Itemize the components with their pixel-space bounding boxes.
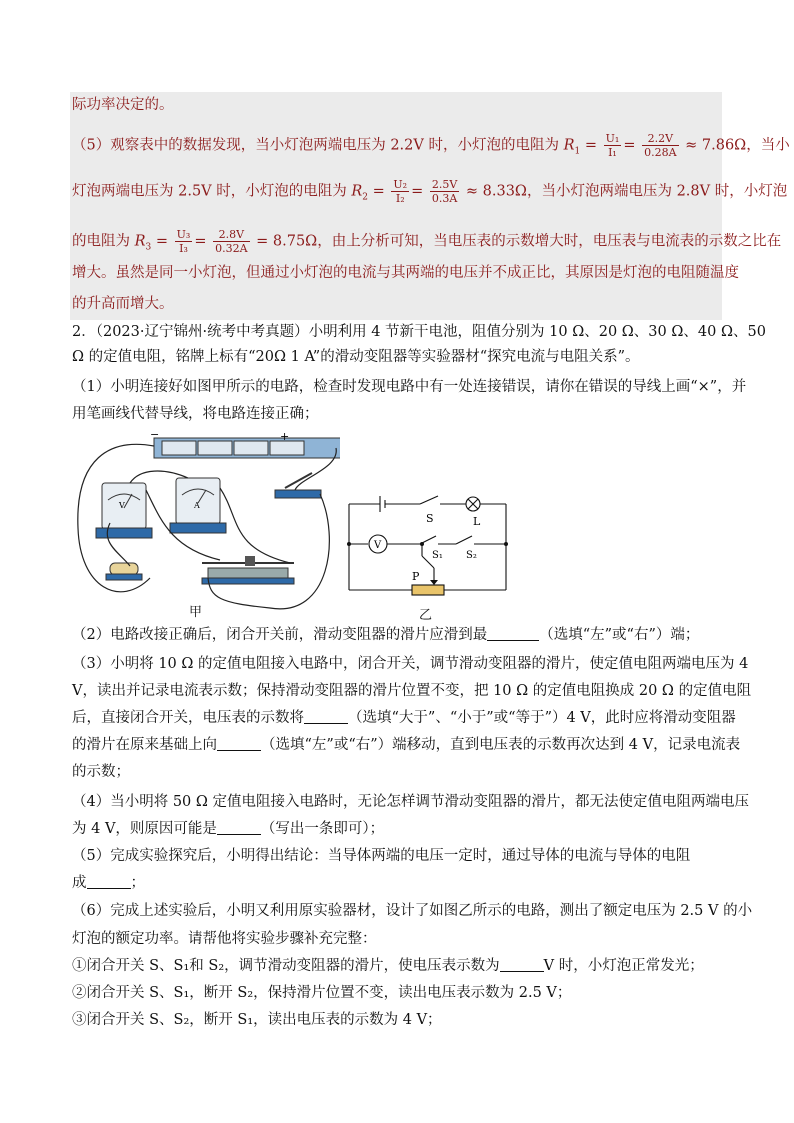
svg-text:V: V	[119, 501, 125, 510]
answer-line-2: （5）观察表中的数据发现，当小灯泡两端电压为 2.2V 时，小灯泡的电阻为 $R_1$ = $\frac{\text{U₁}}{\text{I₁}}$ = $\frac{2.2V}{0.28A}$ ≈ 7.86Ω，当小	[72, 132, 790, 159]
question-line-6: （3）小明将 10 Ω 的定值电阻接入电路中，闭合开关，调节滑动变阻器的滑片，使定值电阻两端电压为 4	[72, 656, 749, 672]
label-S2: S₂	[466, 550, 477, 561]
blank-4[interactable]	[217, 820, 261, 835]
r1-symbol: R	[563, 137, 575, 154]
figure-yi	[340, 486, 515, 598]
blank-6[interactable]	[500, 957, 544, 972]
blank-2[interactable]	[304, 709, 348, 724]
battery-plus: +	[280, 430, 290, 443]
question-line-2: Ω 的定值电阻，铭牌上标有“20Ω 1 A”的滑动变阻器等实验器材“探究电流与电阻关系”。	[72, 349, 640, 365]
label-V: V	[374, 540, 382, 551]
answer-line-5: 增大。虽然是同一小灯泡，但通过小灯泡的电流与其两端的电压并不成正比，其原因是灯泡的电阻随温度	[72, 265, 739, 281]
switch-s-symbol	[420, 496, 438, 504]
answer-line-6: 的升高而增大。	[72, 296, 174, 312]
question-line-14: 成 ；	[72, 875, 145, 891]
question-line-18: ②闭合开关 S、S₁，断开 S₂，保持滑片位置不变，读出电压表示数为 2.5 V；	[72, 985, 572, 1001]
rheostat-symbol	[412, 585, 444, 595]
question-line-9: 的滑片在原来基础上向 （选填“左”或“右”）端移动，直到电压表的示数再次达到 4 V，记录电流表	[72, 737, 741, 753]
question-line-17: ①闭合开关 S、S₁和 S₂，调节滑动变阻器的滑片，使电压表示数为 V 时，小灯泡正常发光；	[72, 958, 704, 974]
question-line-10: 的示数；	[72, 764, 130, 780]
question-line-5: （2）电路改接正确后，闭合开关前，滑动变阻器的滑片应滑到最 （选填“左”或“右”）端；	[72, 627, 700, 643]
label-S: S	[426, 512, 434, 525]
figure-yi-label: 乙	[419, 608, 433, 623]
label-S1: S₁	[432, 550, 443, 561]
switch-s2-symbol	[456, 536, 472, 544]
blank-3[interactable]	[217, 736, 261, 751]
question-line-1: 2．（2023·辽宁锦州·统考中考真题）小明利用 4 节新干电池，阻值分别为 10 Ω、20 Ω、30 Ω、40 Ω、50	[72, 324, 766, 340]
question-line-8: 后，直接闭合开关，电压表的示数将 （选填“大于”、“小于”或“等于”）4 V，此时应将滑动变阻器	[72, 710, 736, 726]
figure-jia	[70, 428, 340, 618]
question-line-4: 用笔画线代替导线，将电路连接正确；	[72, 406, 319, 422]
battery-minus: −	[150, 428, 160, 441]
answer-line-1: 际功率决定的。	[72, 97, 174, 113]
question-line-12: 为 4 V，则原因可能是 （写出一条即可）；	[72, 821, 385, 837]
ammeter	[170, 478, 226, 533]
figure-jia-label: 甲	[189, 605, 203, 620]
label-P: P	[412, 570, 420, 583]
label-L: L	[473, 515, 481, 528]
blank-1[interactable]	[487, 626, 539, 641]
question-line-3: （1）小明连接好如图甲所示的电路，检查时发现电路中有一处连接错误，请你在错误的导线上画“×”，并	[72, 379, 747, 395]
answer-line-3: 灯泡两端电压为 2.5V 时，小灯泡的电阻为 $R_2$ = $\frac{\text{U₂}}{\text{I₂}}$ = $\frac{2.5V}{0.3A}$ ≈ 8.33Ω，当小灯泡两端电压为 2.8V 时，小灯泡	[72, 178, 788, 205]
question-line-13: （5）完成实验探究后，小明得出结论：当导体两端的电压一定时，通过导体的电流与导体的电阻	[72, 848, 691, 864]
fixed-resistor	[106, 563, 142, 580]
voltmeter	[96, 483, 152, 538]
blank-5[interactable]	[87, 874, 131, 889]
svg-text:A: A	[194, 501, 200, 510]
question-line-16: 灯泡的额定功率。请帮他将实验步骤补充完整：	[72, 931, 377, 947]
question-line-15: （6）完成上述实验后，小明又利用原实验器材，设计了如图乙所示的电路，测出了额定电压为 2.5 V 的小	[72, 903, 753, 919]
question-line-19: ③闭合开关 S、S₂，断开 S₁，读出电压表的示数为 4 V；	[72, 1012, 442, 1028]
question-line-11: （4）当小明将 50 Ω 定值电阻接入电路时，无论怎样调节滑动变阻器的滑片，都无法使定值电阻两端电压	[72, 794, 750, 810]
answer-line-4: 的电阻为 $R_3$ = $\frac{\text{U₃}}{\text{I₃}}$ = $\frac{2.8V}{0.32A}$ = 8.75Ω，由上分析可知，当电压表的示数增大时，电压表与电流表的示数之比在	[72, 228, 782, 255]
question-line-7: V，读出并记录电流表示数；保持滑动变阻器的滑片位置不变，把 10 Ω 的定值电阻换成 20 Ω 的定值电阻	[72, 683, 752, 699]
